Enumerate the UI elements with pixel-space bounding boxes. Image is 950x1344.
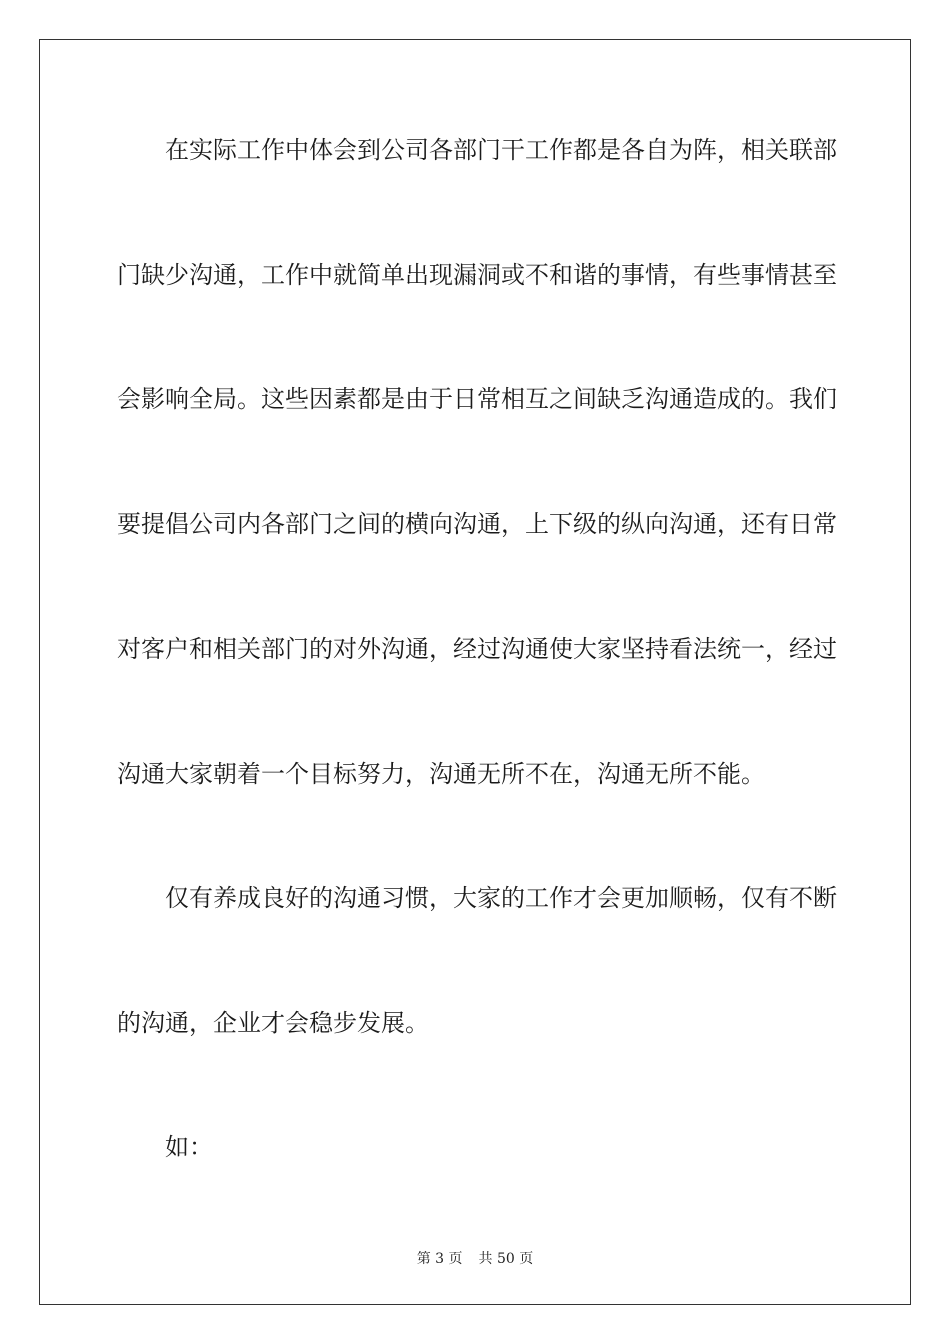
- paragraph-1-line-4: 要提倡公司内各部门之间的横向沟通，上下级的纵向沟通，还有日常: [117, 510, 837, 538]
- paragraph-2-line-1: 仅有养成良好的沟通习惯，大家的工作才会更加顺畅，仅有不断: [165, 884, 837, 912]
- page-total: 共 50 页: [478, 1251, 534, 1267]
- page-number: 第 3 页: [416, 1251, 463, 1267]
- paragraph-3-line-1: 如：: [165, 1133, 213, 1161]
- paragraph-1-line-5: 对客户和相关部门的对外沟通，经过沟通使大家坚持看法统一，经过: [117, 635, 837, 663]
- paragraph-1-line-1: 在实际工作中体会到公司各部门干工作都是各自为阵，相关联部: [165, 136, 837, 164]
- paragraph-1-line-3: 会影响全局。这些因素都是由于日常相互之间缺乏沟通造成的。我们: [117, 385, 837, 413]
- paragraph-1-line-6: 沟通大家朝着一个目标努力，沟通无所不在，沟通无所不能。: [117, 760, 765, 788]
- page-footer: [0, 1248, 950, 1268]
- page-border: [39, 39, 911, 1305]
- paragraph-2-line-2: 的沟通，企业才会稳步发展。: [117, 1009, 429, 1037]
- paragraph-1-line-2: 门缺少沟通，工作中就简单出现漏洞或不和谐的事情，有些事情甚至: [117, 261, 837, 289]
